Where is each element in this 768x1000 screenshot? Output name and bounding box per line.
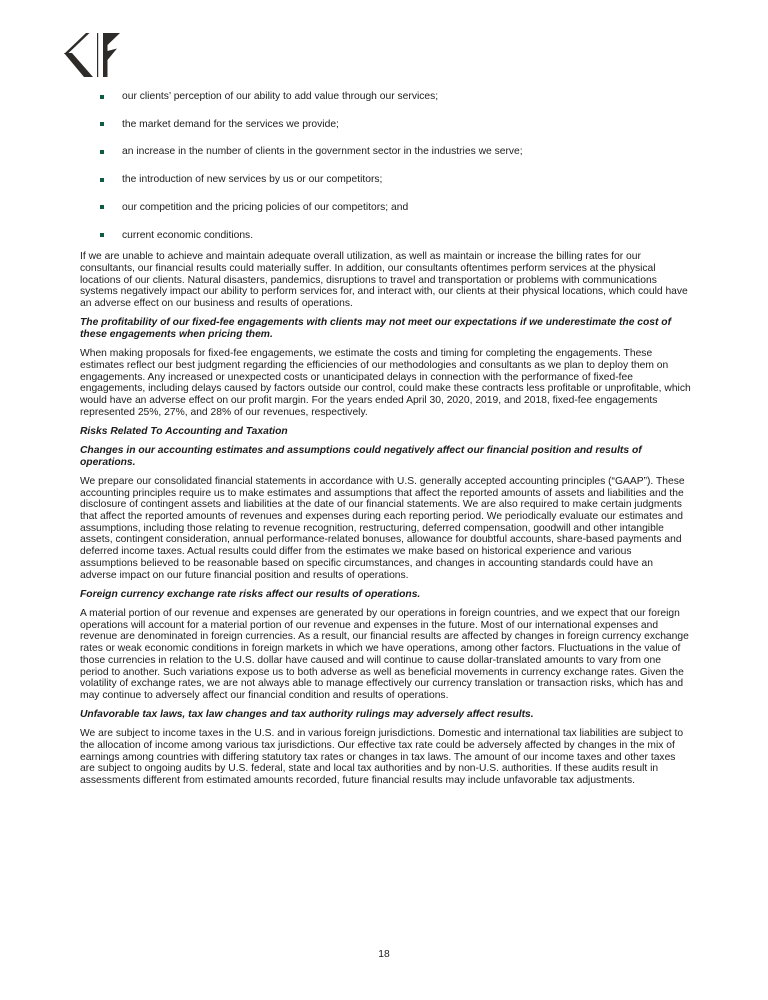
bullet-icon	[100, 233, 104, 237]
heading-fixed-fee-risk: The profitability of our fixed-fee engagements with clients may not meet our expectations if we underestimate the cost of these engagements when pricing them.	[80, 317, 672, 340]
paragraph-foreign-currency-risk: A material portion of our revenue and expenses are generated by our operations in foreign countries, and we expect that our foreign operations will account for a material portion of our revenue and expenses in the future. Most of our international expenses and revenue are denominated in foreign currencies. As a result, our financial results are affected by changes in foreign currency exchange rates or weak economic conditions in foreign markets in which we have operations, among other factors. Fluctuations in the value of those currencies in relation to the U.S. dollar have caused and will continue to cause dollar-translated amounts to vary from one period to another. Such variations expose us to both adverse as well as beneficial movements in currency exchange rates. Given the volatility of exchange rates, we are not always able to manage effectively our currency translation or transaction risks, which has and may continue to adversely affect our financial condition and results of operations.	[80, 608, 689, 701]
korn-ferry-logo	[62, 33, 120, 77]
list-item-text: the market demand for the services we provide;	[122, 118, 339, 130]
list-item	[80, 174, 692, 186]
bullet-icon	[100, 95, 104, 99]
paragraph-fixed-fee-risk: When making proposals for fixed-fee engagements, we estimate the costs and timing for completing the engagements. These estimates reflect our best judgment regarding the efficiencies of our methodologies and consultants as we plan to deploy them on engagements. Any increased or unexpected costs or unanticipated delays in connection with the performance of fixed-fee engagements, including delays caused by factors outside our control, could make these contracts less profitable or unprofitable, which would have an adverse effect on our profit margin. For the years ended April 30, 2020, 2019, and 2018, fixed-fee engagements represented 25%, 27%, and 28% of our revenues, respectively.	[80, 348, 691, 418]
list-item	[80, 119, 692, 131]
bullet-icon	[100, 150, 104, 154]
heading-tax-risk: Unfavorable tax laws, tax law changes and tax authority rulings may adversely affect results.	[80, 709, 534, 721]
list-item	[80, 146, 692, 158]
bullet-icon	[100, 205, 104, 209]
paragraph-tax-risk: We are subject to income taxes in the U.S. and in various foreign jurisdictions. Domestic and international tax liabilities are subject to the allocation of income among various tax jurisdictions. Our effective tax rate could be adversely affected by changes in the mix of earnings among countries with differing statutory tax rates or changes in tax laws. The amount of our income taxes and other taxes are subject to ongoing audits by U.S. federal, state and local tax authorities and by non-U.S. authorities. If these audits result in assessments different from estimated amounts recorded, future financial results may include unfavorable tax adjustments.	[80, 728, 684, 787]
list-item-text: the introduction of new services by us or our competitors;	[122, 174, 383, 186]
heading-foreign-currency-risk: Foreign currency exchange rate risks affect our results of operations.	[80, 588, 421, 600]
list-item	[80, 202, 692, 214]
list-item-text: our clients’ perception of our ability to add value through our services;	[122, 91, 439, 102]
list-item-text: an increase in the number of clients in the government sector in the industries we serve;	[122, 146, 523, 158]
section-heading-accounting-taxation: Risks Related To Accounting and Taxation	[80, 425, 288, 437]
bullet-icon	[100, 122, 104, 126]
page-content	[80, 91, 692, 794]
list-item	[80, 230, 692, 242]
list-item	[80, 91, 692, 103]
heading-accounting-estimates-risk: Changes in our accounting estimates and assumptions could negatively affect our financial position and results of operations.	[80, 445, 642, 468]
bullet-icon	[100, 178, 104, 182]
page-number: 18	[378, 949, 390, 960]
paragraph-utilization-risk: If we are unable to achieve and maintain adequate overall utilization, as well as maintain or increase the billing rates for our consultants, our financial results could materially suffer. In addition, our consultants oftentimes perform services at the physical locations of our clients. Natural disasters, pandemics, disruptions to travel and transportation or problems with communications systems negatively impact our ability to perform services for, and interact with, our clients at their physical locations, which could have an adverse effect on our business and results of operations.	[80, 251, 688, 310]
list-item-text: our competition and the pricing policies of our competitors; and	[122, 201, 409, 213]
paragraph-gaap-estimates-risk: We prepare our consolidated financial statements in accordance with U.S. generally accepted accounting principles (“GAAP”). These accounting principles require us to make estimates and assumptions that affect the reported amounts of assets and liabilities and the disclosure of contingent assets and liabilities at the date of our financial statements. We are also required to make certain judgments that affect the reported amounts of revenues and expenses during each reporting period. We periodically evaluate our estimates and assumptions, including those relating to revenue recognition, restructuring, deferred compensation, goodwill and other intangible assets, contingent consideration, annual performance-related bonuses, allowance for doubtful accounts, share-based payments and deferred income taxes. Actual results could differ from the estimates we make based on historical experience and various assumptions believed to be reasonable based on specific circumstances, and changes in accounting standards could have an adverse impact on our future financial position and results of operations.	[80, 475, 685, 581]
risk-factor-list	[80, 91, 692, 241]
kf-monogram-icon	[62, 33, 120, 77]
list-item-text: current economic conditions.	[122, 229, 254, 241]
